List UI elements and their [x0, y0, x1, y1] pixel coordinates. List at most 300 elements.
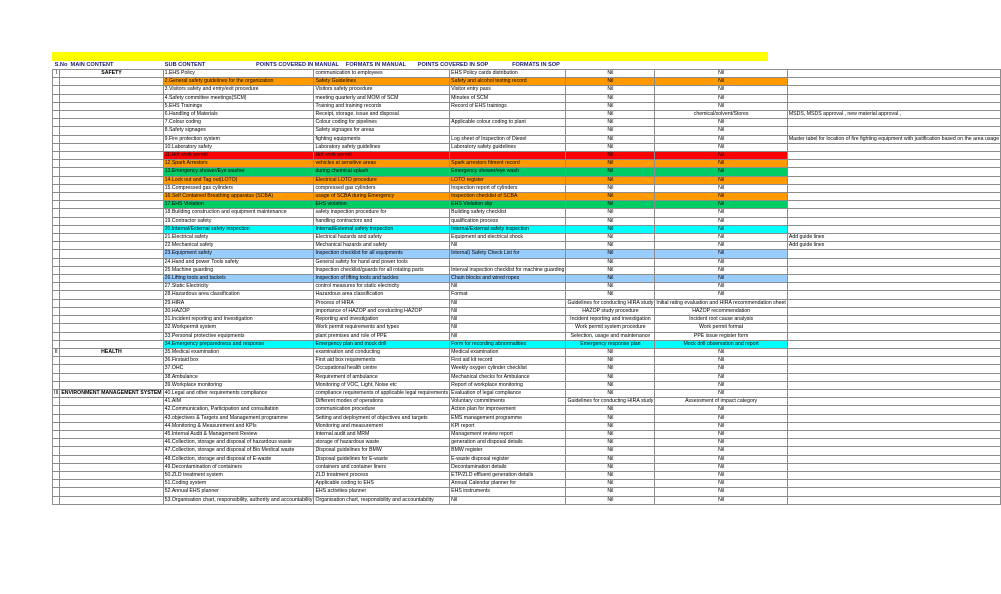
cell-sno[interactable]: [53, 217, 60, 225]
cell-main-content[interactable]: [60, 307, 163, 315]
cell-sno[interactable]: [53, 332, 60, 340]
cell-sno[interactable]: [53, 357, 60, 365]
cell-remarks[interactable]: [787, 332, 1000, 340]
cell-points-manual[interactable]: Organisation chart, responsibility and accountability: [314, 496, 450, 504]
cell-sub-content[interactable]: 27.Static Electricity: [163, 283, 314, 291]
cell-points-manual[interactable]: communication to employees: [314, 70, 450, 78]
cell-points-sop[interactable]: Incident reporting and investigation: [566, 316, 655, 324]
cell-sno[interactable]: [53, 471, 60, 479]
cell-sub-content[interactable]: 34.Emergency preparedness and response: [163, 340, 314, 348]
cell-formats-sop[interactable]: Nil: [655, 291, 787, 299]
cell-sub-content[interactable]: 33.Personal protective equipments: [163, 332, 314, 340]
cell-formats-sop[interactable]: Nil: [655, 102, 787, 110]
cell-remarks[interactable]: [787, 193, 1000, 201]
cell-main-content[interactable]: [60, 152, 163, 160]
cell-main-content[interactable]: [60, 480, 163, 488]
cell-points-manual[interactable]: Internal/External safety inspection: [314, 225, 450, 233]
cell-sno[interactable]: III: [54, 389, 59, 396]
cell-remarks[interactable]: Add guide lines: [787, 234, 1000, 242]
cell-main-content[interactable]: [60, 430, 163, 438]
cell-formats-sop[interactable]: Nil: [655, 373, 787, 381]
cell-remarks[interactable]: [787, 340, 1000, 348]
cell-points-sop[interactable]: Nil: [566, 455, 655, 463]
cell-sno[interactable]: [53, 316, 60, 324]
cell-main-content[interactable]: [60, 332, 163, 340]
cell-main-content[interactable]: [60, 455, 163, 463]
cell-main-content[interactable]: [60, 496, 163, 504]
cell-points-sop[interactable]: Nil: [566, 102, 655, 110]
cell-remarks[interactable]: [787, 119, 1000, 127]
cell-points-manual[interactable]: Inspection checklist for all equipments: [314, 250, 450, 258]
cell-formats-manual[interactable]: Nil: [450, 316, 566, 324]
cell-points-sop[interactable]: Nil: [566, 160, 655, 168]
cell-remarks[interactable]: [787, 266, 1000, 274]
cell-main-content[interactable]: [60, 209, 163, 217]
cell-main-content[interactable]: [60, 258, 163, 266]
cell-formats-manual[interactable]: Building safety checklist: [450, 209, 566, 217]
cell-formats-manual[interactable]: EMS management programme: [450, 414, 566, 422]
cell-formats-sop[interactable]: Nil: [655, 119, 787, 127]
cell-remarks[interactable]: [787, 94, 1000, 102]
cell-formats-sop[interactable]: Nil: [655, 160, 787, 168]
cell-main-content[interactable]: [60, 365, 163, 373]
cell-points-sop[interactable]: Nil: [566, 488, 655, 496]
cell-sub-content[interactable]: 39.Workplace monitoring: [163, 381, 314, 389]
cell-points-sop[interactable]: Nil: [566, 471, 655, 479]
cell-sno[interactable]: [53, 160, 60, 168]
cell-sub-content[interactable]: 4.Safety committee meetings(SCM): [163, 94, 314, 102]
cell-formats-manual[interactable]: Log sheet of Inspection of Diesel: [450, 135, 566, 143]
cell-points-manual[interactable]: Different modes of operations: [314, 398, 450, 406]
cell-points-manual[interactable]: containers and container liners: [314, 463, 450, 471]
cell-sno[interactable]: [53, 299, 60, 307]
cell-remarks[interactable]: [787, 209, 1000, 217]
cell-main-content[interactable]: [60, 127, 163, 135]
cell-formats-sop[interactable]: Incident root cause analysis: [655, 316, 787, 324]
cell-sub-content[interactable]: 17.EHS Violation: [163, 201, 314, 209]
cell-points-manual[interactable]: Applicable coding to EHS: [314, 480, 450, 488]
cell-points-sop[interactable]: Nil: [566, 389, 655, 397]
cell-formats-sop[interactable]: Nil: [655, 217, 787, 225]
cell-remarks[interactable]: [787, 389, 1000, 397]
cell-sno[interactable]: [53, 414, 60, 422]
cell-main-content[interactable]: [60, 275, 163, 283]
cell-formats-sop[interactable]: Mock drill observation and report: [655, 340, 787, 348]
cell-formats-manual[interactable]: BMW register: [450, 447, 566, 455]
cell-formats-manual[interactable]: Safety and alcohol testing record: [450, 78, 566, 86]
cell-sno[interactable]: [53, 275, 60, 283]
cell-points-manual[interactable]: Electrical LOTO procedure: [314, 176, 450, 184]
cell-points-manual[interactable]: Laboratory safety guidelines: [314, 143, 450, 151]
cell-formats-sop[interactable]: Nil: [655, 422, 787, 430]
cell-points-sop[interactable]: Nil: [566, 496, 655, 504]
cell-main-content[interactable]: [60, 94, 163, 102]
cell-formats-sop[interactable]: Nil: [655, 201, 787, 209]
cell-remarks[interactable]: [787, 357, 1000, 365]
cell-sub-content[interactable]: 30.HAZOP: [163, 307, 314, 315]
cell-sno[interactable]: [53, 102, 60, 110]
cell-main-content[interactable]: [60, 86, 163, 94]
cell-sub-content[interactable]: 23.Equipment safety: [163, 250, 314, 258]
cell-points-manual[interactable]: storage of hazardous waste: [314, 439, 450, 447]
cell-remarks[interactable]: [787, 225, 1000, 233]
cell-formats-sop[interactable]: chemical/solvent/Stores: [655, 111, 787, 119]
cell-points-manual[interactable]: Work permit requirements and types: [314, 324, 450, 332]
cell-remarks[interactable]: MSDS, MSDS approval , new material approval ,: [787, 111, 1000, 119]
cell-sub-content[interactable]: 37.OHC: [163, 365, 314, 373]
cell-remarks[interactable]: [787, 348, 1000, 356]
cell-sub-content[interactable]: 40.Legal and other requirements compliance: [163, 389, 314, 397]
cell-formats-manual[interactable]: EHS Violation slip: [450, 201, 566, 209]
cell-formats-sop[interactable]: Assessment of impact category: [655, 398, 787, 406]
cell-points-manual[interactable]: Internal audit and MRM: [314, 430, 450, 438]
cell-points-sop[interactable]: Nil: [566, 225, 655, 233]
cell-main-content[interactable]: [60, 225, 163, 233]
cell-formats-manual[interactable]: Applicable colour coding to plant: [450, 119, 566, 127]
cell-formats-manual[interactable]: KPI report: [450, 422, 566, 430]
cell-remarks[interactable]: [787, 414, 1000, 422]
cell-sno[interactable]: [53, 135, 60, 143]
cell-formats-manual[interactable]: Nil: [450, 496, 566, 504]
cell-sub-content[interactable]: 12.Spark Arrestors: [163, 160, 314, 168]
cell-points-manual[interactable]: Mechanical hazards and safety: [314, 242, 450, 250]
cell-sub-content[interactable]: 11.Hot work permit: [163, 152, 314, 160]
cell-remarks[interactable]: [787, 70, 1000, 78]
cell-formats-sop[interactable]: HAZOP recommendation: [655, 307, 787, 315]
cell-remarks[interactable]: [787, 283, 1000, 291]
cell-points-manual[interactable]: handling contractors and: [314, 217, 450, 225]
cell-remarks[interactable]: [787, 201, 1000, 209]
cell-sub-content[interactable]: 47.Collection, storage and disposal of Bio Medical waste: [163, 447, 314, 455]
cell-remarks[interactable]: [787, 127, 1000, 135]
cell-sub-content[interactable]: 8.Safety signages: [163, 127, 314, 135]
cell-remarks[interactable]: [787, 176, 1000, 184]
cell-formats-manual[interactable]: Minutes of SCM: [450, 94, 566, 102]
cell-formats-sop[interactable]: Nil: [655, 455, 787, 463]
cell-formats-sop[interactable]: Nil: [655, 135, 787, 143]
cell-remarks[interactable]: [787, 381, 1000, 389]
cell-points-sop[interactable]: Nil: [566, 135, 655, 143]
cell-formats-manual[interactable]: EHS instruments: [450, 488, 566, 496]
cell-sno[interactable]: [53, 152, 60, 160]
cell-main-content[interactable]: [60, 242, 163, 250]
cell-points-sop[interactable]: Nil: [566, 406, 655, 414]
cell-formats-sop[interactable]: Nil: [655, 250, 787, 258]
cell-remarks[interactable]: [787, 291, 1000, 299]
cell-sno[interactable]: [53, 176, 60, 184]
cell-formats-sop[interactable]: Nil: [655, 406, 787, 414]
cell-sno[interactable]: [53, 168, 60, 176]
cell-main-content[interactable]: [60, 102, 163, 110]
cell-points-manual[interactable]: General safety for hand and power tools: [314, 258, 450, 266]
cell-points-sop[interactable]: Nil: [566, 348, 655, 356]
cell-remarks[interactable]: [787, 160, 1000, 168]
cell-sno[interactable]: [53, 365, 60, 373]
cell-formats-sop[interactable]: Nil: [655, 447, 787, 455]
cell-sub-content[interactable]: 50.ZLD treatment system: [163, 471, 314, 479]
cell-formats-sop[interactable]: Nil: [655, 365, 787, 373]
cell-sno[interactable]: [53, 291, 60, 299]
cell-sno[interactable]: [53, 439, 60, 447]
cell-sub-content[interactable]: 21.Electrical safety: [163, 234, 314, 242]
cell-remarks[interactable]: [787, 250, 1000, 258]
cell-points-sop[interactable]: Nil: [566, 291, 655, 299]
cell-formats-sop[interactable]: Nil: [655, 266, 787, 274]
cell-sub-content[interactable]: 13.Emergency shower/Eye washer: [163, 168, 314, 176]
cell-main-content[interactable]: [60, 201, 163, 209]
cell-formats-manual[interactable]: LOTO register: [450, 176, 566, 184]
cell-sub-content[interactable]: 28.Hazardous area classification: [163, 291, 314, 299]
cell-formats-manual[interactable]: First aid kit record: [450, 357, 566, 365]
cell-remarks[interactable]: [787, 488, 1000, 496]
cell-formats-sop[interactable]: Initial rating evaluation and HIRA recommendation sheet: [656, 299, 786, 306]
cell-formats-sop[interactable]: Nil: [655, 86, 787, 94]
cell-remarks[interactable]: [787, 78, 1000, 86]
cell-remarks[interactable]: [787, 152, 1000, 160]
cell-formats-manual[interactable]: Nil: [450, 307, 566, 315]
cell-sno[interactable]: [53, 119, 60, 127]
cell-points-sop[interactable]: Nil: [566, 439, 655, 447]
cell-sno[interactable]: [53, 340, 60, 348]
cell-formats-manual[interactable]: Management review report: [450, 430, 566, 438]
cell-formats-manual[interactable]: Voluntary commitments: [450, 398, 566, 406]
cell-formats-sop[interactable]: Nil: [655, 496, 787, 504]
cell-formats-manual[interactable]: Emergency shower/eye wash: [450, 168, 566, 176]
cell-points-manual[interactable]: safety inspection procedure for: [314, 209, 450, 217]
cell-formats-sop[interactable]: Nil: [655, 480, 787, 488]
cell-formats-sop[interactable]: PPE issue register form: [655, 332, 787, 340]
cell-formats-sop[interactable]: Nil: [655, 439, 787, 447]
cell-formats-manual[interactable]: Nil: [450, 242, 566, 250]
cell-sub-content[interactable]: 7.Colour coding: [163, 119, 314, 127]
cell-remarks[interactable]: [787, 365, 1000, 373]
cell-points-sop[interactable]: HAZOP study procedure: [566, 307, 655, 315]
cell-sub-content[interactable]: 44.Monitoring & Measurement and KPIs: [163, 422, 314, 430]
cell-formats-manual[interactable]: Internal/External safety inspection: [450, 225, 566, 233]
cell-formats-sop[interactable]: Nil: [655, 234, 787, 242]
cell-points-sop[interactable]: Work permit system procedure: [566, 324, 655, 332]
cell-sub-content[interactable]: 48.Collection, storage and disposal of E-waste: [163, 455, 314, 463]
cell-main-content[interactable]: [60, 406, 163, 414]
cell-formats-manual[interactable]: Nil: [450, 332, 566, 340]
cell-main-content[interactable]: [60, 168, 163, 176]
cell-points-manual[interactable]: Disposal guidelines for E-waste: [314, 455, 450, 463]
cell-main-content[interactable]: [60, 111, 163, 119]
cell-formats-manual[interactable]: Visitor entry pass: [450, 86, 566, 94]
cell-points-sop[interactable]: Nil: [566, 234, 655, 242]
cell-points-manual[interactable]: examination and conducting: [314, 348, 450, 356]
cell-formats-manual[interactable]: Chain blocks and wired ropes: [450, 275, 566, 283]
cell-formats-manual[interactable]: Nil: [450, 283, 566, 291]
cell-remarks[interactable]: [787, 258, 1000, 266]
cell-formats-manual[interactable]: generation and disposal details: [450, 439, 566, 447]
cell-main-content[interactable]: HEALTH: [60, 348, 163, 356]
cell-formats-sop[interactable]: Nil: [655, 471, 787, 479]
cell-formats-sop[interactable]: Nil: [655, 348, 787, 356]
cell-sno[interactable]: [53, 234, 60, 242]
cell-points-manual[interactable]: Reporting and investigation: [314, 316, 450, 324]
cell-main-content[interactable]: [60, 78, 163, 86]
cell-points-sop[interactable]: Nil: [566, 381, 655, 389]
cell-sno[interactable]: I: [53, 70, 60, 78]
cell-points-manual[interactable]: compressed gas cylinders: [314, 184, 450, 192]
cell-points-sop[interactable]: Nil: [566, 176, 655, 184]
cell-sub-content[interactable]: 26.Lifting tools and tackels: [163, 275, 314, 283]
cell-formats-sop[interactable]: Nil: [655, 381, 787, 389]
cell-formats-sop[interactable]: Nil: [655, 176, 787, 184]
cell-points-manual[interactable]: Occupational health centre: [314, 365, 450, 373]
cell-sno[interactable]: [53, 430, 60, 438]
cell-formats-manual[interactable]: Report of workplace monitoring: [450, 381, 566, 389]
cell-formats-manual[interactable]: Annual Calendar planner for: [450, 480, 566, 488]
cell-points-sop[interactable]: Nil: [566, 193, 655, 201]
cell-sub-content[interactable]: 24.Hand and power Tools safety: [163, 258, 314, 266]
cell-main-content[interactable]: [60, 439, 163, 447]
cell-sub-content[interactable]: 25.Machine guarding: [163, 266, 314, 274]
cell-sno[interactable]: [53, 447, 60, 455]
cell-points-manual[interactable]: First aid box requirements: [314, 357, 450, 365]
cell-formats-sop[interactable]: Nil: [655, 94, 787, 102]
cell-remarks[interactable]: [787, 184, 1000, 192]
cell-sno[interactable]: [53, 127, 60, 135]
cell-points-manual[interactable]: Colour coding for pipelines: [314, 119, 450, 127]
cell-sno[interactable]: [53, 496, 60, 504]
cell-points-manual[interactable]: plant premises and role of PPE: [314, 332, 450, 340]
cell-sub-content[interactable]: 22.Mechanical safety: [163, 242, 314, 250]
cell-points-sop[interactable]: Nil: [566, 357, 655, 365]
cell-sno[interactable]: [53, 373, 60, 381]
cell-formats-manual[interactable]: Decontamination details: [450, 463, 566, 471]
cell-points-manual[interactable]: Emergency plan and mock drill: [314, 340, 450, 348]
cell-formats-manual[interactable]: Weekly oxygen cylinder checklist: [450, 365, 566, 373]
cell-remarks[interactable]: [787, 275, 1000, 283]
cell-formats-manual[interactable]: Spark arrestors fitment record: [450, 160, 566, 168]
cell-sub-content[interactable]: 32.Workpermit system: [163, 324, 314, 332]
cell-remarks[interactable]: [787, 316, 1000, 324]
cell-formats-sop[interactable]: Nil: [655, 193, 787, 201]
cell-main-content[interactable]: [60, 357, 163, 365]
cell-points-manual[interactable]: Training and training records: [314, 102, 450, 110]
cell-sno[interactable]: [53, 324, 60, 332]
cell-remarks[interactable]: [787, 439, 1000, 447]
cell-sub-content[interactable]: 53.Organisation chart, responsibility, authority and accountability: [164, 496, 313, 503]
cell-points-manual[interactable]: Safety Guidelines: [314, 78, 450, 86]
cell-formats-sop[interactable]: Nil: [655, 389, 787, 397]
cell-sno[interactable]: [53, 307, 60, 315]
cell-points-sop[interactable]: Nil: [566, 414, 655, 422]
cell-sno[interactable]: [53, 225, 60, 233]
cell-formats-manual[interactable]: Interval inspection checklist for machine guarding: [451, 266, 565, 273]
cell-sub-content[interactable]: 31.Incident reporting and Investigation: [163, 316, 314, 324]
cell-sno[interactable]: [53, 78, 60, 86]
cell-points-sop[interactable]: Nil: [566, 201, 655, 209]
cell-sno[interactable]: [53, 463, 60, 471]
cell-formats-manual[interactable]: Internal) Safety Check List for: [450, 250, 566, 258]
cell-remarks[interactable]: [787, 496, 1000, 504]
cell-remarks[interactable]: [787, 102, 1000, 110]
cell-formats-manual[interactable]: Nil: [450, 324, 566, 332]
cell-main-content[interactable]: [60, 176, 163, 184]
cell-remarks[interactable]: [787, 480, 1000, 488]
cell-points-sop[interactable]: Nil: [566, 258, 655, 266]
cell-points-manual[interactable]: Monitoring and measurement: [314, 422, 450, 430]
cell-remarks[interactable]: [787, 324, 1000, 332]
cell-points-sop[interactable]: Nil: [566, 78, 655, 86]
cell-points-manual[interactable]: meeting quarterly and MOM of SCM: [314, 94, 450, 102]
cell-main-content[interactable]: [60, 447, 163, 455]
cell-formats-manual[interactable]: E-waste disposal register: [450, 455, 566, 463]
cell-main-content[interactable]: [60, 250, 163, 258]
cell-main-content[interactable]: [60, 488, 163, 496]
cell-points-manual[interactable]: communication procedure: [314, 406, 450, 414]
cell-formats-manual[interactable]: [450, 127, 566, 135]
cell-sno[interactable]: [53, 488, 60, 496]
cell-remarks[interactable]: [787, 217, 1000, 225]
cell-sno[interactable]: [53, 266, 60, 274]
cell-points-manual[interactable]: ZLD treatment process: [314, 471, 450, 479]
cell-points-manual[interactable]: usage of SCBA during Emergency: [314, 193, 450, 201]
cell-points-manual[interactable]: Visitors safety procedure: [314, 86, 450, 94]
cell-main-content[interactable]: [60, 160, 163, 168]
cell-points-manual[interactable]: Requirement of ambulance: [314, 373, 450, 381]
cell-points-manual[interactable]: control measures for static electricity: [314, 283, 450, 291]
cell-points-sop[interactable]: Nil: [566, 365, 655, 373]
cell-formats-sop[interactable]: Nil: [655, 258, 787, 266]
cell-formats-sop[interactable]: Nil: [655, 275, 787, 283]
cell-formats-sop[interactable]: Nil: [655, 143, 787, 151]
cell-formats-manual[interactable]: Mechanical checks for Ambulance: [450, 373, 566, 381]
cell-points-sop[interactable]: Guidelines for conducting HIRA study: [567, 398, 654, 405]
cell-sno[interactable]: [53, 184, 60, 192]
cell-formats-manual[interactable]: Evaluation of legal compliance: [450, 389, 566, 397]
cell-main-content[interactable]: [60, 135, 163, 143]
cell-remarks[interactable]: [787, 143, 1000, 151]
cell-sub-content[interactable]: 20.Internal/External safety inspection: [163, 225, 314, 233]
cell-main-content[interactable]: [60, 291, 163, 299]
cell-formats-manual[interactable]: Format: [450, 291, 566, 299]
cell-remarks[interactable]: [787, 307, 1000, 315]
cell-sub-content[interactable]: 1.EHS Policy: [163, 70, 314, 78]
cell-formats-manual[interactable]: Laboratory safety guidelines: [450, 143, 566, 151]
cell-sno[interactable]: [53, 143, 60, 151]
cell-formats-manual[interactable]: Equipment and electrical shock: [450, 234, 566, 242]
cell-points-manual[interactable]: Disposal guidelines for BMW: [314, 447, 450, 455]
cell-points-manual[interactable]: Hazardous area classification: [314, 291, 450, 299]
cell-formats-sop[interactable]: Nil: [655, 209, 787, 217]
cell-points-sop[interactable]: Nil: [566, 266, 655, 274]
cell-points-manual[interactable]: Monitoring of VOC, Light, Noise etc: [314, 381, 450, 389]
cell-sno[interactable]: [53, 111, 60, 119]
cell-formats-sop[interactable]: Nil: [655, 168, 787, 176]
cell-sub-content[interactable]: 5.EHS Trainings: [163, 102, 314, 110]
cell-main-content[interactable]: [60, 398, 163, 406]
cell-points-sop[interactable]: Nil: [566, 111, 655, 119]
cell-main-content[interactable]: [60, 193, 163, 201]
cell-sub-content[interactable]: 9.Fire protection system: [163, 135, 314, 143]
cell-formats-sop[interactable]: Nil: [655, 78, 787, 86]
cell-formats-manual[interactable]: ETP/ZLD effluent generation details: [450, 471, 566, 479]
cell-formats-manual[interactable]: Inspection report of cylinders: [450, 184, 566, 192]
cell-points-manual[interactable]: compliance requirements of applicable legal requirements: [315, 389, 449, 396]
cell-sub-content[interactable]: 52.Annual EHS planner: [163, 488, 314, 496]
cell-points-manual[interactable]: Setting and deployment of objectives and targets: [314, 414, 450, 422]
cell-main-content[interactable]: [60, 143, 163, 151]
cell-remarks[interactable]: [787, 471, 1000, 479]
cell-sub-content[interactable]: 18.Building construction and equipment maintenance: [163, 209, 314, 217]
cell-sno[interactable]: [53, 480, 60, 488]
cell-main-content[interactable]: [60, 266, 163, 274]
cell-points-sop[interactable]: Selection, usage and maintenance: [566, 332, 655, 340]
